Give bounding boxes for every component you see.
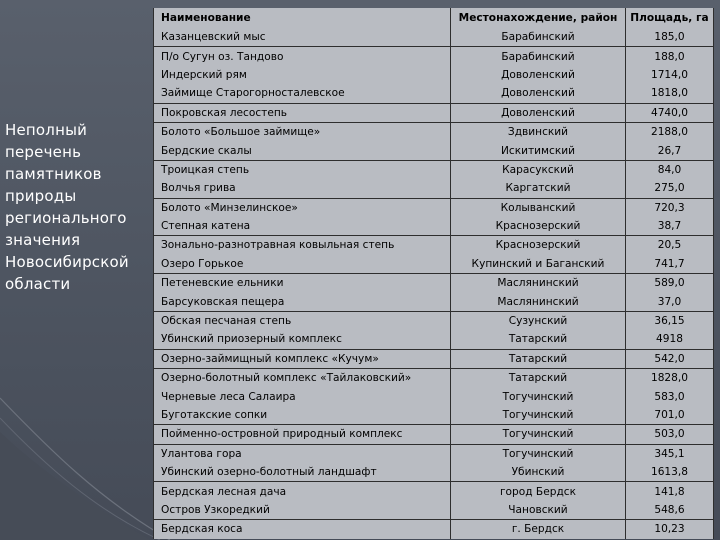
cell-location: Тогучинский bbox=[451, 425, 626, 444]
table-row bbox=[154, 292, 714, 311]
cell-area: 589,0 bbox=[626, 274, 714, 293]
cell-name: Зонально-разнотравная ковыльная степь bbox=[154, 236, 451, 255]
title-line: области bbox=[5, 275, 71, 293]
table-row bbox=[154, 28, 714, 47]
cell-area: 141,8 bbox=[626, 482, 714, 501]
cell-name: Займище Старогорносталевское bbox=[154, 84, 451, 103]
cell-name: Черневые леса Салаира bbox=[154, 387, 451, 405]
cell-name: Болото «Большое займище» bbox=[154, 122, 451, 141]
table-row bbox=[154, 198, 714, 217]
cell-location: Тогучинский bbox=[451, 444, 626, 463]
cell-location: Карасукский bbox=[451, 160, 626, 179]
cell-location: Убинский bbox=[451, 463, 626, 482]
cell-area: 4740,0 bbox=[626, 103, 714, 122]
cell-name: Улантова гора bbox=[154, 444, 451, 463]
table-row bbox=[154, 179, 714, 198]
title-line: памятников bbox=[5, 165, 102, 183]
cell-area: 2188,0 bbox=[626, 122, 714, 141]
cell-area: 503,0 bbox=[626, 425, 714, 444]
cell-name: Бердская лесная дача bbox=[154, 482, 451, 501]
cell-area: 26,7 bbox=[626, 141, 714, 160]
cell-location: город Бердск bbox=[451, 482, 626, 501]
cell-name: Барсуковская пещера bbox=[154, 292, 451, 311]
table-body bbox=[154, 28, 714, 539]
cell-name: Болото «Минзелинское» bbox=[154, 198, 451, 217]
table-row bbox=[154, 349, 714, 368]
table-row bbox=[154, 444, 714, 463]
title-line: перечень bbox=[5, 143, 82, 161]
table-row bbox=[154, 274, 714, 293]
table-row bbox=[154, 406, 714, 425]
table-row bbox=[154, 66, 714, 84]
cell-area: 542,0 bbox=[626, 349, 714, 368]
cell-area: 188,0 bbox=[626, 47, 714, 66]
table-row bbox=[154, 47, 714, 66]
cell-area: 345,1 bbox=[626, 444, 714, 463]
cell-location: Доволенский bbox=[451, 84, 626, 103]
cell-area: 1818,0 bbox=[626, 84, 714, 103]
cell-area: 36,15 bbox=[626, 311, 714, 330]
cell-location: Здвинский bbox=[451, 122, 626, 141]
table-row bbox=[154, 103, 714, 122]
cell-location: Татарский bbox=[451, 330, 626, 349]
title-line: регионального bbox=[5, 209, 127, 227]
cell-area: 4918 bbox=[626, 330, 714, 349]
cell-area: 741,7 bbox=[626, 255, 714, 274]
title-line: Новосибирской bbox=[5, 253, 129, 271]
cell-name: Бердская коса bbox=[154, 520, 451, 539]
cell-area: 38,7 bbox=[626, 217, 714, 236]
slide-title bbox=[5, 119, 133, 295]
cell-name: Покровская лесостепь bbox=[154, 103, 451, 122]
cell-area: 583,0 bbox=[626, 387, 714, 405]
cell-name: Бердские скалы bbox=[154, 141, 451, 160]
cell-name: Озеро Горькое bbox=[154, 255, 451, 274]
table-row bbox=[154, 236, 714, 255]
cell-location: Купинский и Баганский bbox=[451, 255, 626, 274]
cell-location: Чановский bbox=[451, 501, 626, 520]
cell-name: Петеневские ельники bbox=[154, 274, 451, 293]
cell-name: Индерский рям bbox=[154, 66, 451, 84]
cell-name: Убинский озерно-болотный ландшафт bbox=[154, 463, 451, 482]
table-row bbox=[154, 217, 714, 236]
table-row bbox=[154, 255, 714, 274]
cell-location: Доволенский bbox=[451, 103, 626, 122]
cell-name: Пойменно-островной природный комплекс bbox=[154, 425, 451, 444]
cell-name: Обская песчаная степь bbox=[154, 311, 451, 330]
table-row bbox=[154, 369, 714, 388]
table-row bbox=[154, 330, 714, 349]
table-row bbox=[154, 141, 714, 160]
cell-location: Татарский bbox=[451, 369, 626, 388]
header-area: Площадь, га bbox=[626, 8, 714, 28]
header-name: Наименование bbox=[154, 8, 451, 28]
table-row bbox=[154, 160, 714, 179]
title-line: значения bbox=[5, 231, 81, 249]
cell-area: 10,23 bbox=[626, 520, 714, 539]
cell-name: Степная катена bbox=[154, 217, 451, 236]
cell-area: 37,0 bbox=[626, 292, 714, 311]
cell-location: г. Бердск bbox=[451, 520, 626, 539]
cell-name: Троицкая степь bbox=[154, 160, 451, 179]
table-row bbox=[154, 425, 714, 444]
cell-location: Барабинский bbox=[451, 47, 626, 66]
cell-name: П/о Сугун оз. Тандово bbox=[154, 47, 451, 66]
cell-area: 185,0 bbox=[626, 28, 714, 47]
cell-location: Тогучинский bbox=[451, 406, 626, 425]
cell-location: Краснозерский bbox=[451, 236, 626, 255]
cell-location: Колыванский bbox=[451, 198, 626, 217]
cell-name: Казанцевский мыс bbox=[154, 28, 451, 47]
cell-location: Сузунский bbox=[451, 311, 626, 330]
cell-area: 275,0 bbox=[626, 179, 714, 198]
header-location: Местонахождение, район bbox=[451, 8, 626, 28]
table-row bbox=[154, 387, 714, 405]
cell-name: Остров Узкоредкий bbox=[154, 501, 451, 520]
cell-location: Татарский bbox=[451, 349, 626, 368]
cell-area: 1828,0 bbox=[626, 369, 714, 388]
table-row bbox=[154, 84, 714, 103]
cell-name: Озерно-займищный комплекс «Кучум» bbox=[154, 349, 451, 368]
cell-name: Убинский приозерный комплекс bbox=[154, 330, 451, 349]
monuments-table bbox=[153, 8, 714, 539]
cell-name: Волчья грива bbox=[154, 179, 451, 198]
cell-area: 1613,8 bbox=[626, 463, 714, 482]
title-line: природы bbox=[5, 187, 77, 205]
table-header-row bbox=[154, 8, 714, 28]
cell-area: 701,0 bbox=[626, 406, 714, 425]
cell-area: 548,6 bbox=[626, 501, 714, 520]
table-row bbox=[154, 311, 714, 330]
cell-name: Озерно-болотный комплекс «Тайлаковский» bbox=[154, 369, 451, 388]
table-row bbox=[154, 463, 714, 482]
table-row bbox=[154, 501, 714, 520]
cell-area: 84,0 bbox=[626, 160, 714, 179]
cell-location: Каргатский bbox=[451, 179, 626, 198]
cell-location: Барабинский bbox=[451, 28, 626, 47]
table-row bbox=[154, 482, 714, 501]
cell-name: Буготакские сопки bbox=[154, 406, 451, 425]
cell-area: 20,5 bbox=[626, 236, 714, 255]
title-line: Неполный bbox=[5, 121, 88, 139]
cell-location: Маслянинский bbox=[451, 292, 626, 311]
cell-location: Искитимский bbox=[451, 141, 626, 160]
table-row bbox=[154, 520, 714, 539]
cell-location: Маслянинский bbox=[451, 274, 626, 293]
cell-location: Доволенский bbox=[451, 66, 626, 84]
cell-location: Тогучинский bbox=[451, 387, 626, 405]
cell-location: Краснозерский bbox=[451, 217, 626, 236]
cell-area: 1714,0 bbox=[626, 66, 714, 84]
table-row bbox=[154, 122, 714, 141]
cell-area: 720,3 bbox=[626, 198, 714, 217]
